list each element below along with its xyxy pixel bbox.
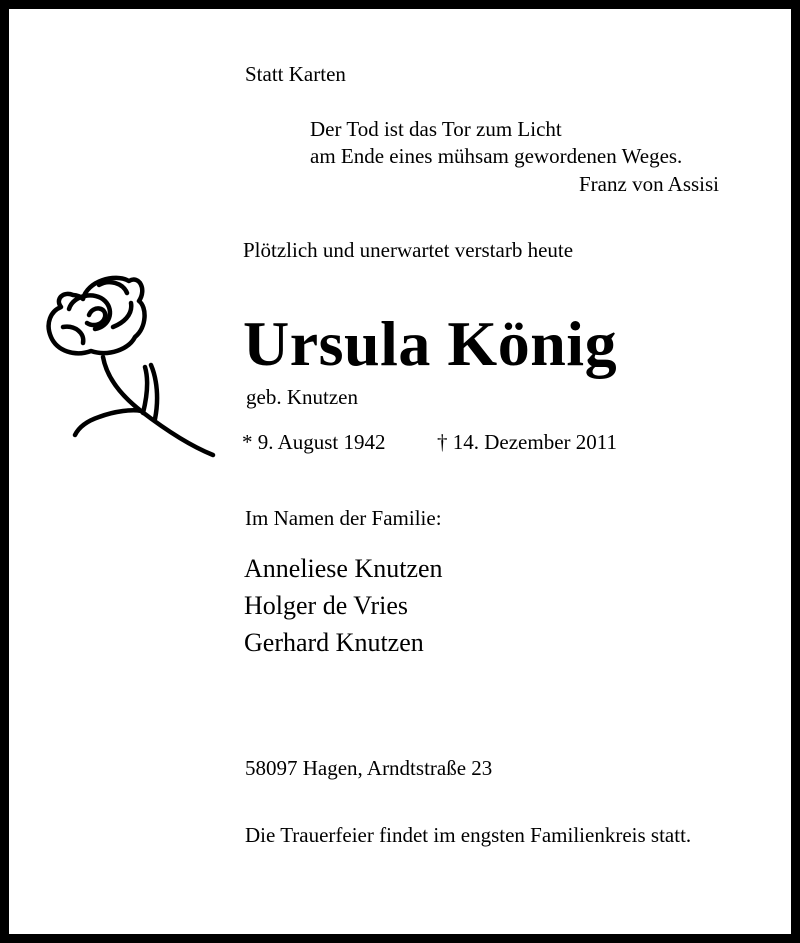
mourner-3: Gerhard Knutzen bbox=[244, 628, 424, 657]
quote-line-1: Der Tod ist das Tor zum Licht bbox=[310, 117, 562, 141]
address-text: 58097 Hagen, Arndtstraße 23 bbox=[245, 756, 493, 780]
birth-date: * 9. August 1942 bbox=[242, 430, 386, 454]
deceased-name: Ursula König bbox=[243, 308, 618, 379]
mourner-1: Anneliese Knutzen bbox=[244, 554, 443, 583]
header-text: Statt Karten bbox=[245, 62, 346, 86]
quote-author: Franz von Assisi bbox=[579, 172, 720, 196]
family-intro: Im Namen der Familie: bbox=[245, 506, 442, 530]
death-date: † 14. Dezember 2011 bbox=[437, 430, 617, 454]
closing-text: Die Trauerfeier findet im engsten Familienkreis statt. bbox=[245, 823, 692, 847]
rose-icon bbox=[43, 271, 221, 463]
quote-line-2: am Ende eines mühsam gewordenen Weges. bbox=[310, 144, 683, 168]
birth-name: geb. Knutzen bbox=[246, 385, 358, 409]
mourner-2: Holger de Vries bbox=[244, 591, 409, 620]
intro-text: Plötzlich und unerwartet verstarb heute bbox=[243, 238, 574, 262]
